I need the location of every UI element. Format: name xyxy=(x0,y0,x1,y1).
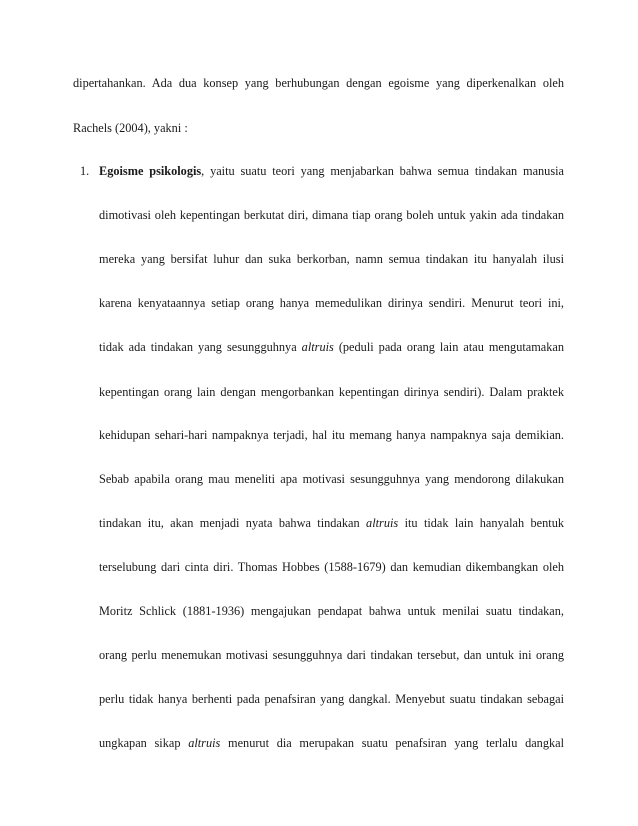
list-item-line: Moritz Schlick (1881-1936) mengajukan pendapat bahwa untuk menilai suatu tindakan, xyxy=(99,604,564,618)
list-item-line xyxy=(99,339,564,355)
list-number: 1. xyxy=(80,164,90,178)
italic-term: altruis xyxy=(301,340,334,354)
list-item-line: mereka yang bersifat luhur dan suka berkorban, namn semua tindakan itu hanyalah ilusi xyxy=(99,252,564,266)
text-span: menurut dia merupakan suatu penafsiran yang terlalu dangkal xyxy=(220,736,564,750)
text-span: (peduli pada orang lain atau mengutamakan xyxy=(333,340,564,354)
list-item-line: terselubung dari cinta diri. Thomas Hobbes (1588-1679) dan kemudian dikembangkan oleh xyxy=(99,560,564,574)
text-span: , yaitu suatu teori yang menjabarkan bahwa semua tindakan manusia xyxy=(201,164,564,178)
bold-term: Egoisme psikologis xyxy=(99,164,202,178)
list-item-line: dimotivasi oleh kepentingan berkutat diri, dimana tiap orang boleh untuk yakin ada tindakan xyxy=(99,208,564,222)
list-item-line: karena kenyataannya setiap orang hanya memedulikan dirinya sendiri. Menurut teori ini, xyxy=(99,296,564,310)
italic-term: altruis xyxy=(366,516,399,530)
list-item-line: Sebab apabila orang mau meneliti apa motivasi sesungguhnya yang mendorong dilakukan xyxy=(99,472,564,486)
paragraph-line: dipertahankan. Ada dua konsep yang berhubungan dengan egoisme yang diperkenalkan oleh xyxy=(73,76,564,90)
paragraph-line: Rachels (2004), yakni : xyxy=(73,121,188,135)
list-item-line xyxy=(80,163,564,179)
text-span: itu tidak lain hanyalah bentuk xyxy=(398,516,564,530)
italic-term: altruis xyxy=(188,736,221,750)
list-item-line: kehidupan sehari-hari nampaknya terjadi, hal itu memang hanya nampaknya saja demikian. xyxy=(99,428,564,442)
list-item-line: kepentingan orang lain dengan mengorbankan kepentingan dirinya sendiri). Dalam praktek xyxy=(99,385,564,399)
text-span: tidak ada tindakan yang sesungguhnya xyxy=(99,340,302,354)
text-span: tindakan itu, akan menjadi nyata bahwa tindakan xyxy=(99,516,367,530)
list-item-line xyxy=(99,515,564,531)
list-item-line: orang perlu menemukan motivasi sesungguhnya dari tindakan tersebut, dan untuk ini orang xyxy=(99,648,564,662)
list-item-line: perlu tidak hanya berhenti pada penafsiran yang dangkal. Menyebut suatu tindakan sebagai xyxy=(99,692,564,706)
list-item-line xyxy=(99,735,564,751)
text-span: ungkapan sikap xyxy=(99,736,189,750)
